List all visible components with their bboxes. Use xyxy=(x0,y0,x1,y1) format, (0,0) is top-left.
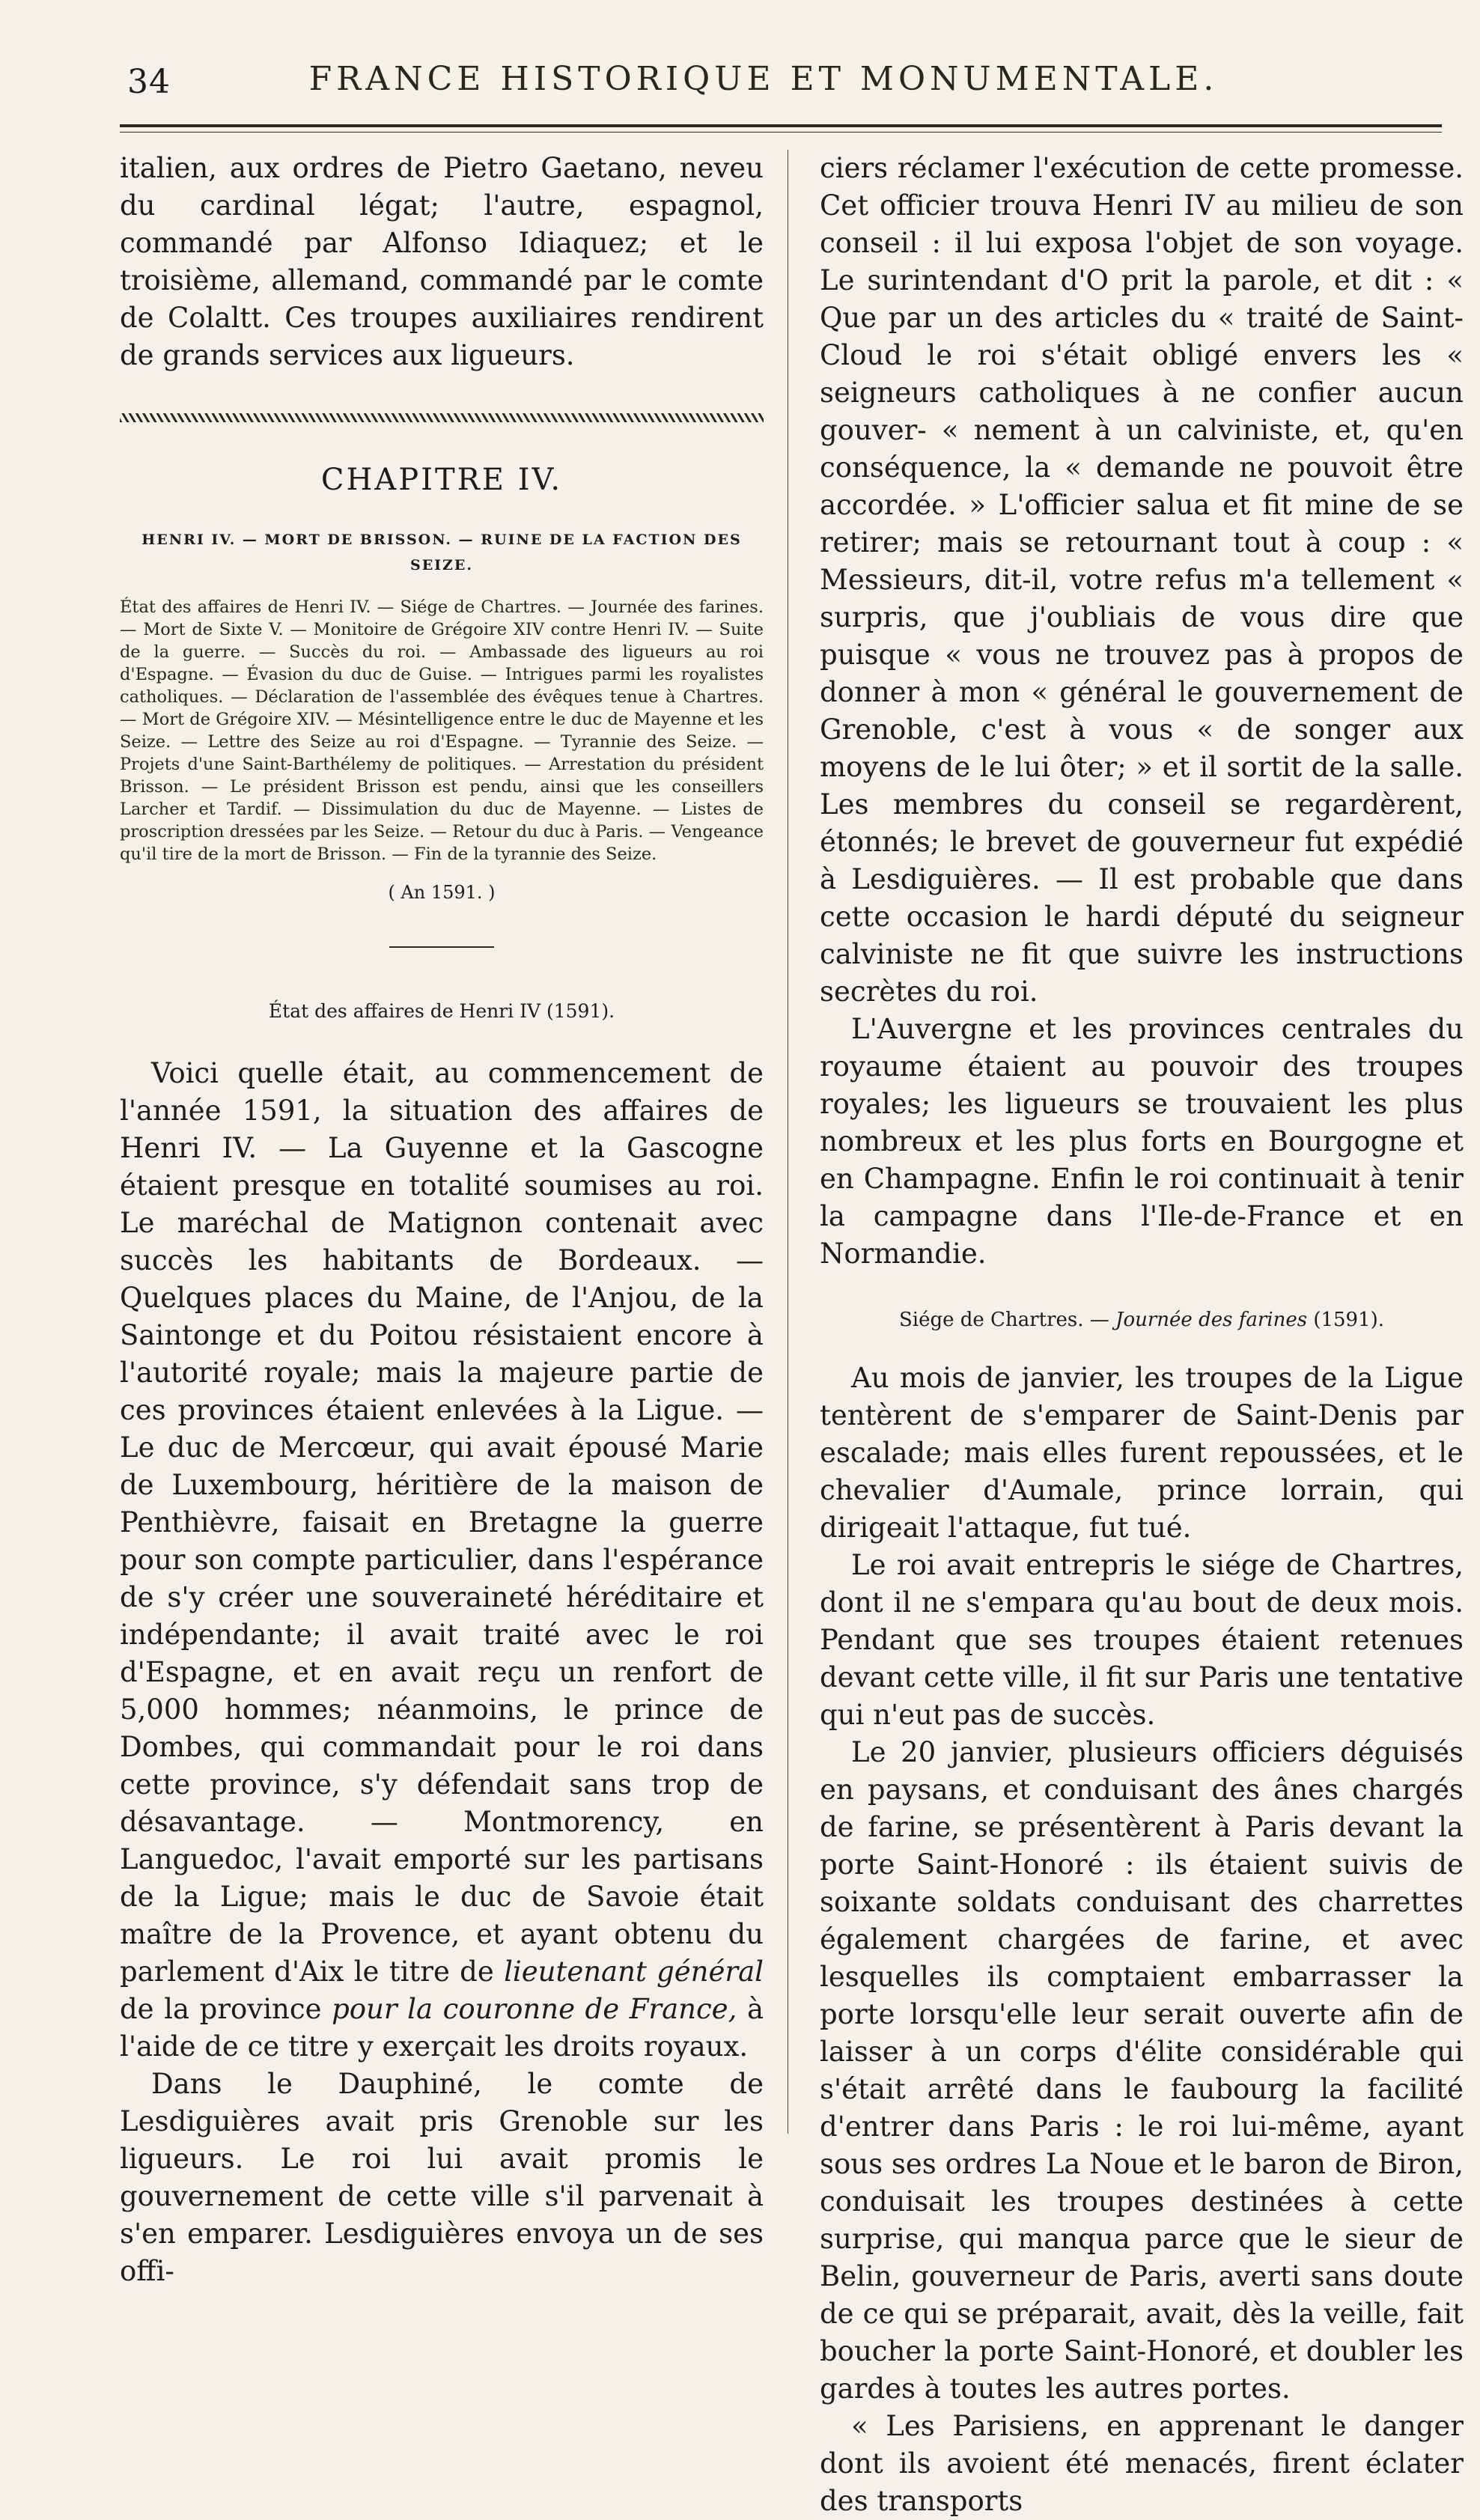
page-number: 34 xyxy=(127,63,171,101)
paragraph-text: « Les Parisiens, en apprenant le danger dont ils avoient été menacés, firent éclater des transports xyxy=(820,2410,1464,2517)
section-title-italic: Journée des farines xyxy=(1115,1309,1308,1331)
chapter-year: ( An 1591. ) xyxy=(388,882,496,903)
section-rule xyxy=(389,946,494,948)
paragraph-20-janvier xyxy=(820,1734,1464,2408)
chapter-subtitle: HENRI IV. — MORT DE BRISSON. — RUINE DE LA FACTION DES SEIZE. xyxy=(141,532,742,573)
running-title: FRANCE HISTORIQUE ET MONUMENTALE. xyxy=(308,60,1219,98)
paragraph-parisiens xyxy=(820,2408,1464,2520)
paragraph-continuation: ciers réclamer l'exécution de cette promesse. Cet officier trouva Henri IV au milieu de son conseil : il lui exposa l'objet de son voyage. Le surintendant d'O prit la parole, et dit : « Que par un des articles du « traité de Saint-Cloud le roi s'était obligé envers les « seigneurs catholiques à ne confier aucun gouver- « nement à un calviniste, et, qu'en conséquence, la « demande ne pouvoit être accordée. » L'officier salua et fit mine de se retirer; mais se retournant tout à coup : « Messieurs, dit-il, votre refus m'a tellement « surpris, que j'oubliais de vous dire que puisque « vous ne trouvez pas à propos de donner à mon « général le gouvernement de Grenoble, c'est à vous « de songer aux moyens de le lui ôter; » et il sortit de la salle. Les membres du conseil se regardèrent, étonnés; le brevet de gouverneur fut expédié à Lesdiguières. — Il est probable que dans cette occasion le hardi député du seigneur calviniste ne fit que suivre les instructions secrètes du roi. xyxy=(820,152,1464,1008)
italic-phrase: pour la couronne de France, xyxy=(332,1993,737,2025)
paragraph-text: Au mois de janvier, les troupes de la Ligue tentèrent de s'emparer de Saint-Denis par escalade; mais elles furent repoussées, et le chevalier d'Aumale, prince lorrain, qui dirigeait l'attaque, fut tué. xyxy=(820,1362,1464,1544)
paragraph-saint-denis xyxy=(820,1360,1464,1547)
section-title-text: Siége de Chartres. — xyxy=(898,1309,1109,1331)
page-header xyxy=(0,0,1480,150)
paragraph-text: Le 20 janvier, plusieurs officiers déguisés en paysans, et conduisant des ânes chargés de farine, se présentèrent à Paris devant la porte Saint-Honoré : ils étaient suivis de soixante soldats conduisant des charrettes également chargées de farine, et avec lesquelles ils comptaient embarrasser la porte lorsqu'elle leur serait ouverte afin de laisser à un corps d'élite considérable qui s'était arrêté dans le faubourg la facilité d'entrer dans Paris : le roi lui-même, ayant sous ses ordres La Noue et le baron de Biron, conduisait les troupes destinées à cette surprise, qui manqua parce que le sieur de Belin, gouverneur de Paris, averti sans doute de ce qui se préparait, avait, dès la veille, fait boucher la porte Saint-Honoré, et doubler les gardes à toutes les autres portes. xyxy=(820,1736,1464,2405)
section-title-chartres xyxy=(820,1309,1464,1331)
paragraph-dauphine xyxy=(120,2066,764,2290)
left-column xyxy=(120,150,764,2306)
section-title-etat: État des affaires de Henri IV (1591). xyxy=(268,1000,615,1022)
header-rule-thin xyxy=(120,132,1442,133)
paragraph-text: L'Auvergne et les provinces centrales du royaume étaient au pouvoir des troupes royales; les ligueurs se trouvaient les plus nombreux et les plus forts en Bourgogne et en Champagne. Enfin le roi continuait à tenir la campagne dans l'Ile-de-France et en Normandie. xyxy=(820,1013,1464,1270)
ornamental-divider xyxy=(120,413,764,422)
italic-title: lieutenant général xyxy=(504,1956,764,1988)
intro-paragraph: italien, aux ordres de Pietro Gaetano, neveu du cardinal légat; l'autre, espagnol, commandé par Alfonso Idiaquez; et le troisième, allemand, commandé par le comte de Colaltt. Ces troupes auxiliaires rendirent de grands services aux ligueurs. xyxy=(120,152,764,371)
paragraph-text: Voici quelle était, au commencement de l'année 1591, la situation des affaires de Henri IV. — La Guyenne et la Gascogne étaient presque en totalité soumises au roi. Le maréchal de Matignon contenait avec succès les habitants de Bordeaux. — Quelques places du Maine, de l'Anjou, de la Saintonge et du Poitou résistaient encore à l'autorité royale; mais la majeure partie de ces provinces étaient enlevées à la Ligue. — Le duc de Mercœur, qui avait épousé Marie de Luxembourg, héritière de la maison de Penthièvre, faisait en Bretagne la guerre pour son compte particulier, dans l'espérance de s'y créer une souveraineté héréditaire et indépendante; il avait traité avec le roi d'Espagne, et en avait reçu un renfort de 5,000 hommes; néanmoins, le prince de Dombes, qui commandait pour le roi dans cette province, s'y défendait sans trop de désavantage. — Montmorency, en Languedoc, l'avait emporté sur les partisans de la Ligue; mais le duc de Savoie était maître de la Provence, et ayant obtenu du parlement d'Aix le titre de xyxy=(120,1057,764,1988)
chapter-title: CHAPITRE IV. xyxy=(320,463,563,497)
section-title-year: (1591). xyxy=(1313,1309,1385,1331)
paragraph-auvergne xyxy=(820,1011,1464,1273)
paragraph-text: de la province xyxy=(120,1993,322,2025)
header-rule-thick xyxy=(120,124,1442,127)
right-column xyxy=(820,150,1464,2517)
chapter-summary: État des affaires de Henri IV. — Siége de Chartres. — Journée des farines. — Mort de Sixte V. — Monitoire de Grégoire XIV contre Henri IV. — Suite de la guerre. — Succès du roi. — Ambassade des ligueurs au roi d'Espagne. — Évasion du duc de Guise. — Intrigues parmi les royalistes catholiques. — Déclaration de l'assemblée des évêques tenue à Chartres. — Mort de Grégoire XIV. — Mésintelligence entre le duc de Mayenne et les Seize. — Lettre des Seize au roi d'Espagne. — Tyrannie des Seize. — Projets d'une Saint-Barthélemy de politiques. — Arrestation du président Brisson. — Le président Brisson est pendu, ainsi que les conseillers Larcher et Tardif. — Dissimulation du duc de Mayenne. — Listes de proscription dressées par les Seize. — Retour du duc à Paris. — Vengeance qu'il tire de la mort de Brisson. — Fin de la tyrannie des Seize. xyxy=(120,597,764,864)
paragraph-text: à l'aide de ce titre y exerçait les droits royaux. xyxy=(120,1993,764,2063)
paragraph-chartres xyxy=(820,1547,1464,1734)
paragraph-text: Le roi avait entrepris le siége de Chartres, dont il ne s'empara qu'au bout de deux mois. Pendant que ses troupes étaient retenues devant cette ville, il fit sur Paris une tentative qui n'eut pas de succès. xyxy=(820,1549,1464,1731)
paragraph-situation xyxy=(120,1055,764,2066)
paragraph-text: Dans le Dauphiné, le comte de Lesdiguières avait pris Grenoble sur les ligueurs. Le roi lui avait promis le gouvernement de cette ville s'il parvenait à s'en emparer. Lesdiguières envoya un de ses offi- xyxy=(120,2068,764,2287)
